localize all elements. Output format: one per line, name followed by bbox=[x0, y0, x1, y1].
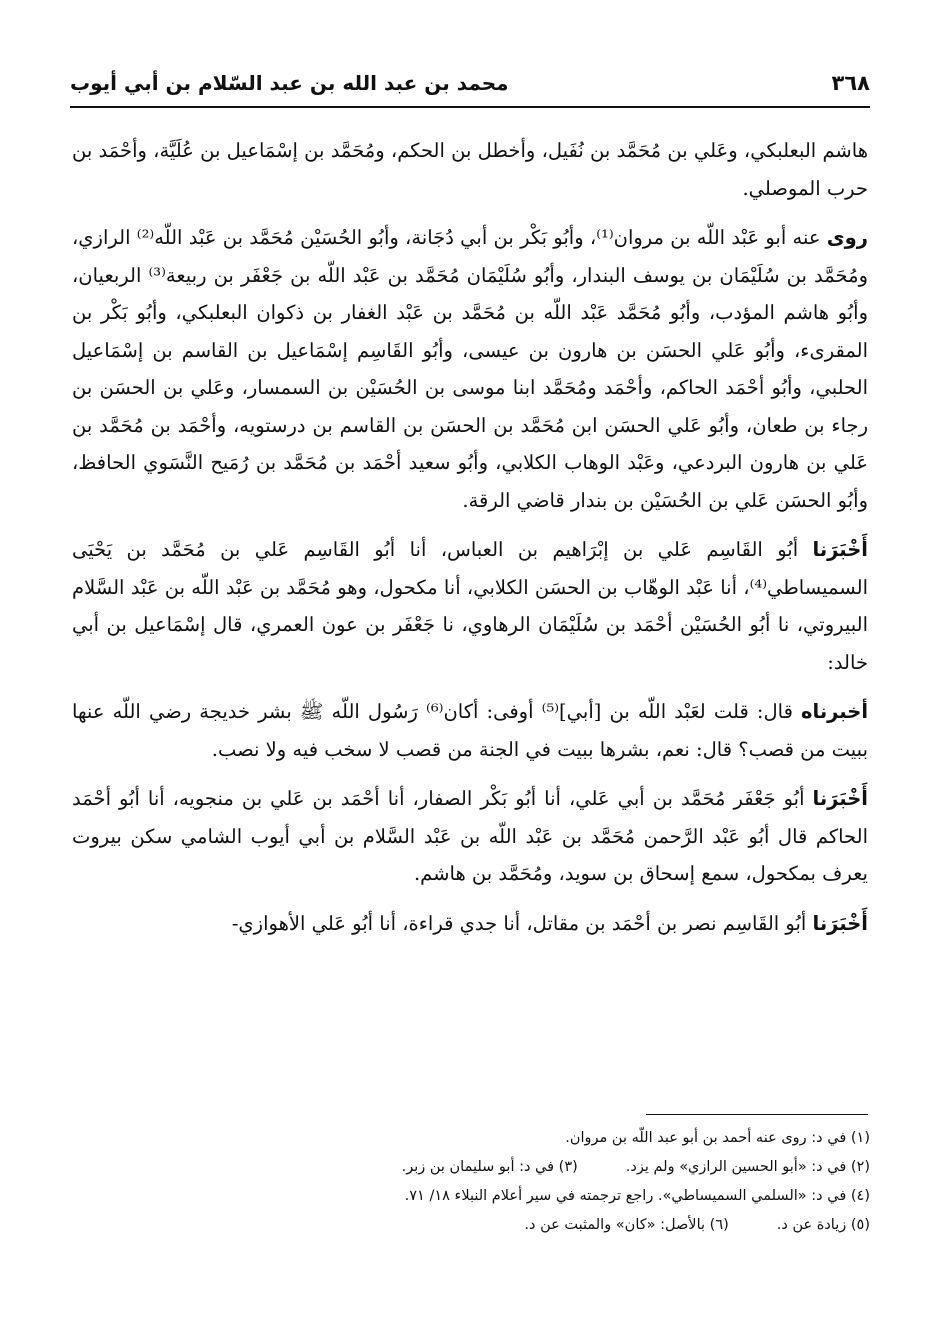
footnote-6: (٦) بالأصل: «كان» والمثبت عن د. bbox=[524, 1217, 729, 1233]
paragraph-lead: أَخْبَرَنا bbox=[812, 787, 868, 810]
paragraph bbox=[72, 132, 868, 207]
paragraph bbox=[72, 531, 868, 681]
header-rule bbox=[70, 106, 870, 108]
paragraph bbox=[72, 780, 868, 893]
body-text bbox=[72, 132, 868, 954]
page-header bbox=[70, 62, 870, 104]
paragraph bbox=[72, 905, 868, 943]
footnote-line bbox=[100, 1124, 870, 1153]
paragraph bbox=[72, 693, 868, 768]
footnote-3: (٣) في د: أبو سليمان بن زبر. bbox=[401, 1159, 578, 1175]
paragraph-lead: أَخْبَرَنا bbox=[812, 911, 868, 935]
paragraph-text: أبُو جَعْفَر مُحَمَّد بن أبي عَلي، أنا أبُو بَكْر الصفار، أنا أحْمَد بن عَلي بن منجويه، أنا أبُو أحْمَد الحاكم قال أبُو عَبْد الرَّحمن مُحَمَّد بن عَبْد اللّه بن عَبْد السَّلام بن أبي أيوب الشامي سكن بيروت يعرف بمكحول، سمع إسحاق بن سويد، ومُحَمَّد بن هاشم. bbox=[72, 787, 868, 885]
paragraph-text: هاشم البعلبكي، وعَلي بن مُحَمَّد بن نُفَيل، وأخطل بن الحكم، ومُحَمَّد بن إسْمَاعيل بن عُلَيَّة، وأحْمَد بن حرب الموصلي. bbox=[72, 139, 868, 200]
paragraph-text: أبُو القَاسِم نصر بن أحْمَد بن مقاتل، أنا جدي قراءة، أنا أبُو عَلي الأهوازي- bbox=[231, 911, 813, 935]
paragraph bbox=[72, 219, 868, 519]
footnote-line bbox=[100, 1153, 870, 1182]
footnote-5: (٥) زيادة عن د. bbox=[776, 1217, 870, 1233]
paragraph-lead: أخبرناه bbox=[801, 700, 868, 723]
footnote-line bbox=[100, 1211, 870, 1240]
footnote-line bbox=[100, 1182, 870, 1211]
footnotes bbox=[100, 1124, 870, 1240]
paragraph-text: عنه أبو عَبْد اللّه بن مروان⁽¹⁾، وأبُو بَكْر بن أبي دُجَانة، وأبُو الحُسَيْن مُحَمَّد بن عَبْد اللّه⁽²⁾ الرازي، ومُحَمَّد بن سُلَيْمَان بن يوسف البندار، وأبُو سُلَيْمَان مُحَمَّد بن عَبْد اللّه بن جَعْفَر بن ربيعة⁽³⁾ الربعيان، وأبُو هاشم المؤدب، وأبُو مُحَمَّد عَبْد اللّه بن مُحَمَّد بن عَبْد الغفار بن ذكوان البعلبكي، وأبُو بَكْر بن المقرىء، وأبُو عَلي الحسَن بن هارون بن عيسى، وأبُو القَاسِم إسْمَاعيل بن القاسم بن إسْمَاعيل الحلبي، وأبُو أحْمَد الحاكم، وأحْمَد ومُحَمَّد ابنا موسى بن الحُسَيْن بن السمسار، وعَلي بن الحسَن بن رجاء بن طعان، وأبُو عَلي الحسَن ابن مُحَمَّد بن الحسَن بن القاسم بن درستويه، وأحْمَد بن مُحَمَّد بن عَلي بن هارون البردعي، وعَبْد الوهاب الكلابي، وأبُو سعيد أحْمَد بن مُحَمَّد بن رُمَيح النَّسَوي الحافظ، وأبُو الحسَن عَلي بن الحُسَيْن بن بندار قاضي الرقة. bbox=[72, 226, 868, 512]
footnote-2: (٢) في د: «أبو الحسين الرازي» ولم يزد. bbox=[625, 1159, 870, 1175]
footnote-1: (١) في د: روى عنه أحمد بن أبو عبد اللّه بن مروان. bbox=[565, 1130, 870, 1146]
footnote-rule bbox=[646, 1114, 868, 1115]
paragraph-lead: روى bbox=[826, 226, 868, 249]
paragraph-text: أبُو القَاسِم عَلي بن إبْرَاهيم بن العباس، أنا أبُو القَاسِم عَلي بن مُحَمَّد بن يَحْيَى السميساطي⁽⁴⁾، أنا عَبْد الوهّاب بن الحسَن الكلابي، أنا مكحول، وهو مُحَمَّد بن عَبْد اللّه بن عَبْد السَّلام البيروتي، نا أبُو الحُسَيْن أحْمَد بن سُلَيْمَان الرهاوي، نا جَعْفَر بن عون العمري، قال إسْمَاعيل بن أبي خالد: bbox=[72, 538, 868, 674]
running-title: محمد بن عبد الله بن عبد السّلام بن أبي أيوب bbox=[70, 71, 509, 95]
paragraph-lead: أَخْبَرَنا bbox=[812, 538, 868, 561]
footnote-4: (٤) في د: «السلمي السميساطي». راجع ترجمته في سير أعلام النبلاء ١٨/ ٧١. bbox=[404, 1188, 870, 1204]
paragraph-text: قال: قلت لعَبْد اللّه بن [أبي]⁽⁵⁾ أوفى: أكان⁽⁶⁾ رَسُول اللّه ﷺ بشر خديجة رضي اللّه عنها ببيت من قصب؟ قال: نعم، بشرها ببيت في الجنة من قصب لا سخب فيه ولا نصب. bbox=[72, 700, 868, 761]
page-number: ٣٦٨ bbox=[831, 71, 870, 95]
